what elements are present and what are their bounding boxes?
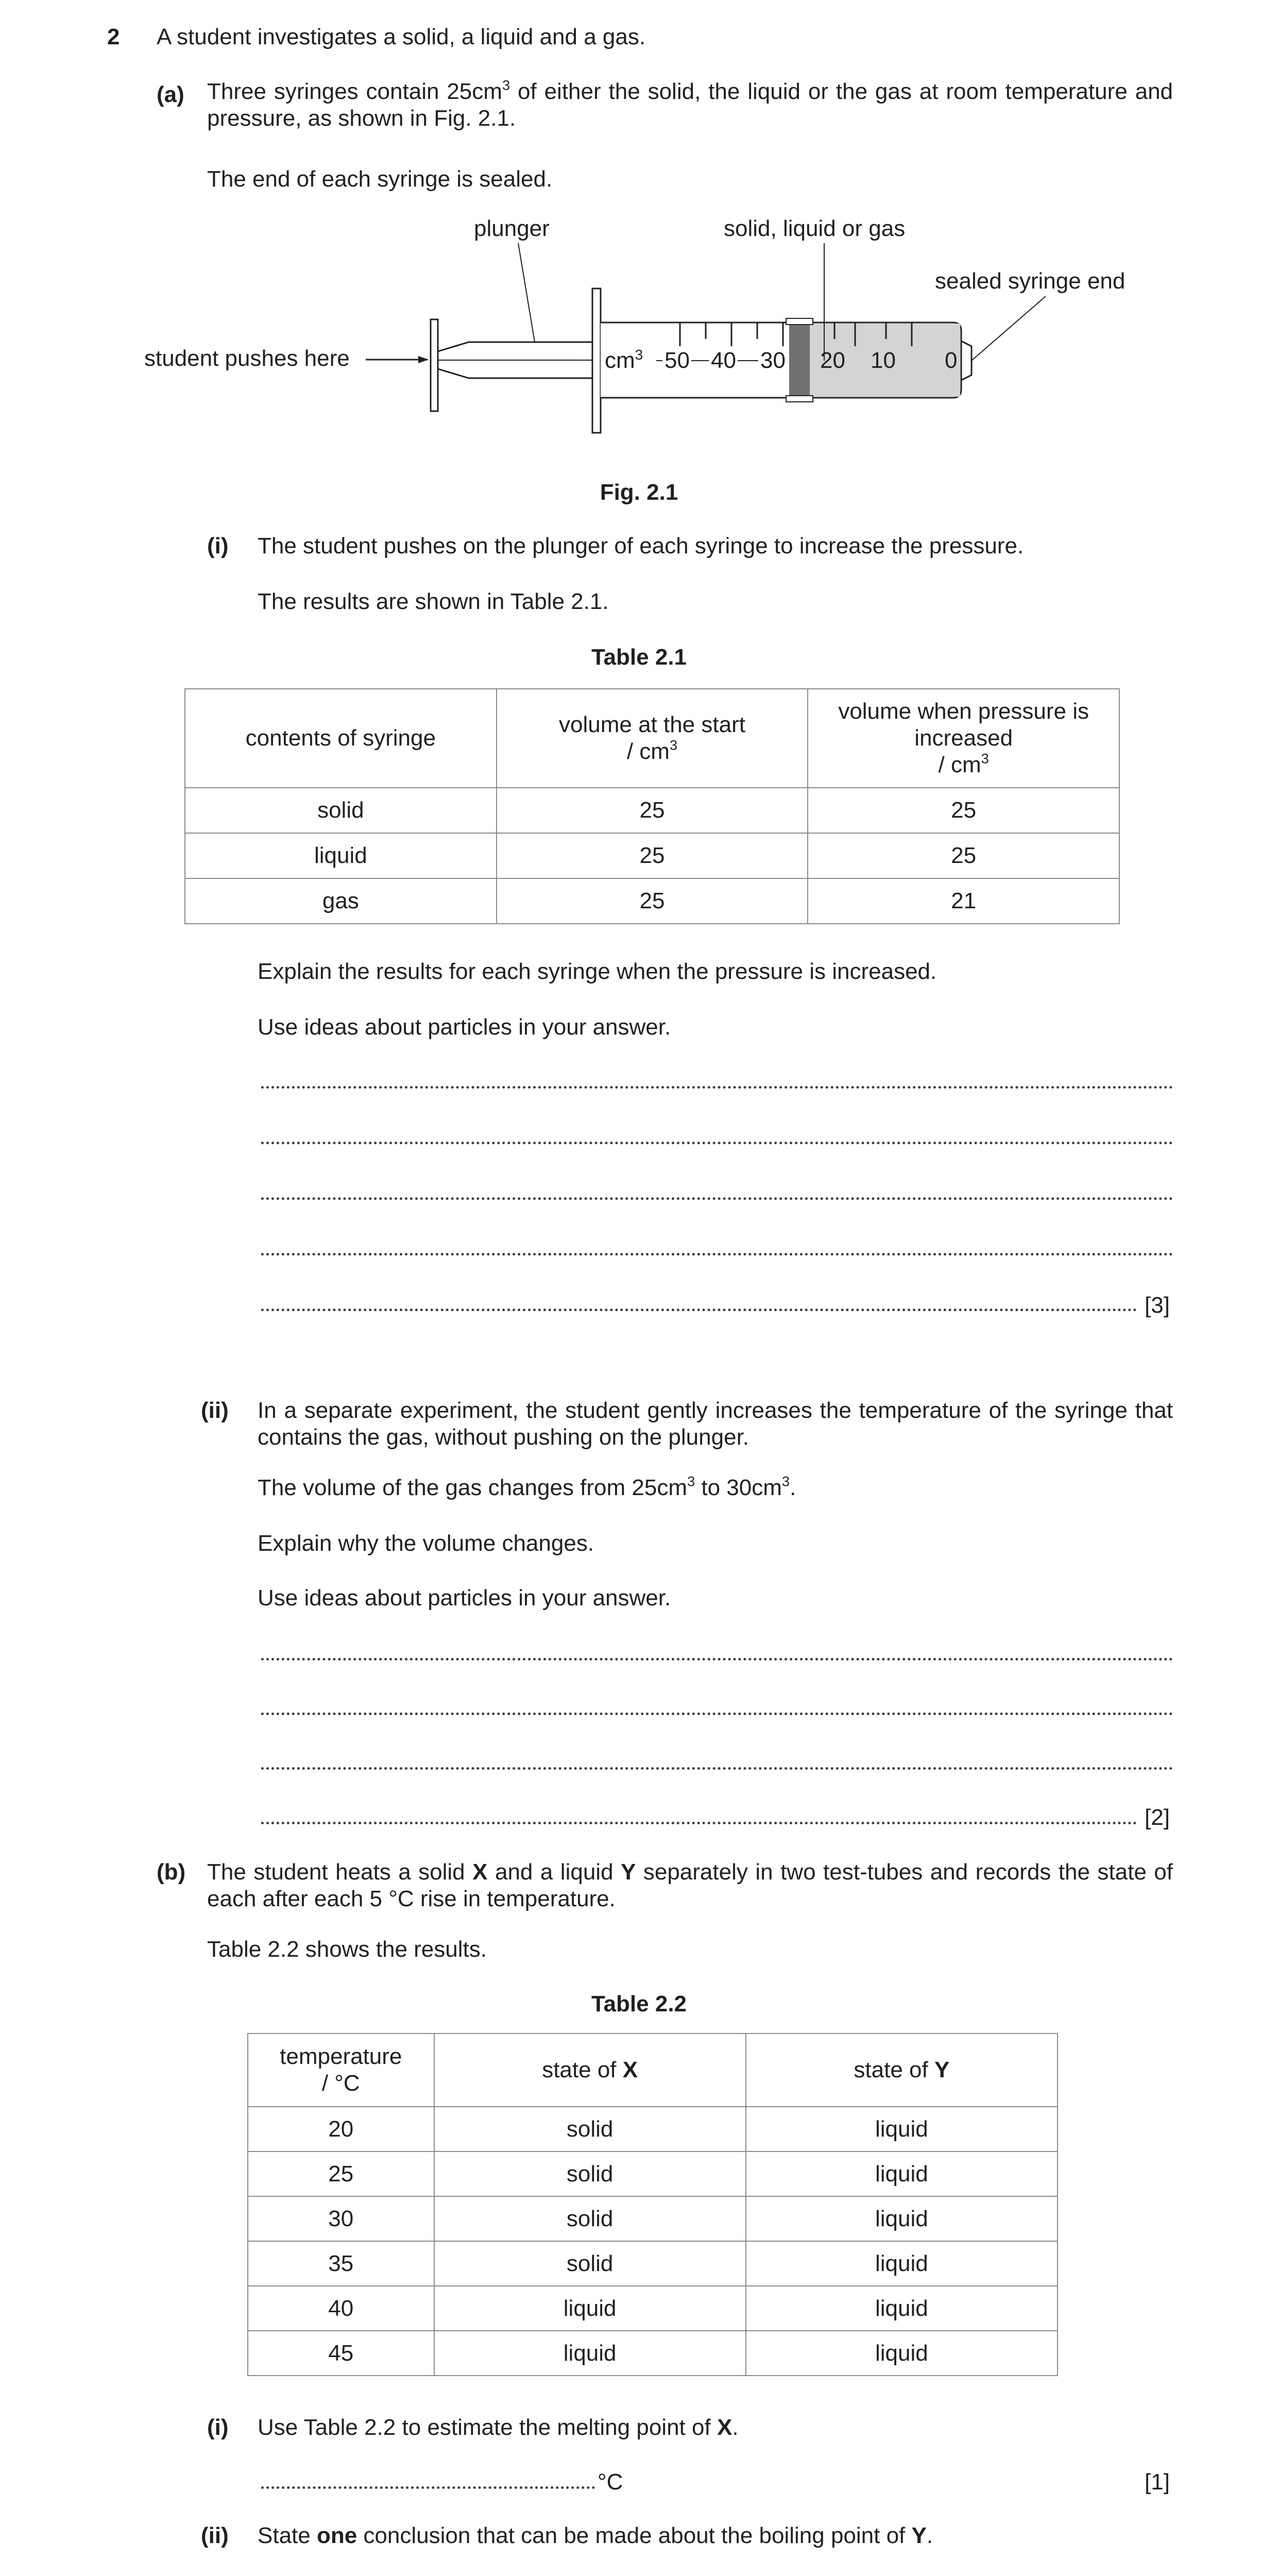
scale-40: 40 [711,348,736,373]
header-state-x: state of X [434,2033,746,2107]
answer-line[interactable] [261,1767,1173,1770]
cell: gas [185,878,497,924]
part-a-ii-prompt-2: Use ideas about particles in your answer. [258,1585,671,1611]
cell: 25 [248,2151,434,2196]
part-a-label: (a) [157,82,184,107]
cell: 25 [497,788,808,833]
cell: liquid [434,2331,746,2376]
part-b-label: (b) [157,1859,186,1885]
part-b-intro: The student heats a solid X and a liquid Y separately in two test-tubes and records the state of each after each 5 °C rise in temperature. [207,1859,1173,1911]
question-stem: A student investigates a solid, a liquid and a gas. [157,24,646,49]
marks-a-i: [3] [1145,1293,1170,1318]
cell: liquid [746,2331,1058,2376]
answer-line[interactable] [261,1253,1173,1256]
cell: liquid [746,2196,1058,2241]
table-row [248,2331,1058,2376]
syringe-diagram [139,211,1144,448]
cell: 30 [248,2196,434,2241]
cell: liquid [746,2107,1058,2151]
figure-caption: Fig. 2.1 [600,480,678,505]
part-a-ii-prompt-1: Explain why the volume changes. [258,1531,594,1556]
cell: liquid [746,2241,1058,2286]
part-b-ii-text: State one conclusion that can be made about the boiling point of Y. [258,2523,933,2548]
label-push: student pushes here [144,346,350,371]
answer-line[interactable] [261,1309,1137,1311]
question-number: 2 [107,24,120,49]
cell: 40 [248,2286,434,2331]
answer-line[interactable] [261,1713,1173,1715]
cell: 25 [808,788,1119,833]
cell: 25 [497,833,808,878]
header-contents: contents of syringe [185,689,497,788]
scale-10: 10 [871,348,896,373]
table-2-2-caption: Table 2.2 [591,1991,687,2016]
cell: 21 [808,878,1119,924]
label-sealed-end: sealed syringe end [935,268,1126,294]
part-a-ii-text-2: The volume of the gas changes from $25cm^3$ to $30cm^3$. [258,1473,796,1500]
part-a-sealed-text: The end of each syringe is sealed. [207,166,553,192]
scale-20: 20 [820,348,845,373]
table-row [248,2151,1058,2196]
table-row [185,833,1119,878]
table-row [248,2286,1058,2331]
melting-point-answer-line[interactable] [261,2486,595,2489]
answer-line[interactable] [261,1086,1173,1089]
header-temperature: temperature / °C [248,2033,434,2107]
header-volume-start: volume at the start / $cm^3$ [497,689,808,788]
cell: solid [434,2107,746,2151]
table-row [248,2107,1058,2151]
table-2-2 [247,2033,1058,2376]
cell: solid [434,2241,746,2286]
table-row [248,2241,1058,2286]
cell: 25 [497,878,808,924]
cell: solid [434,2151,746,2196]
plunger-head [431,319,438,411]
cell: 35 [248,2241,434,2286]
cell: 20 [248,2107,434,2151]
cell: 25 [808,833,1119,878]
cell: solid [434,2196,746,2241]
plunger-seal [789,324,810,397]
syringe-tip [961,341,972,380]
barrel-flange [592,289,601,433]
answer-line[interactable] [261,1658,1173,1660]
part-a-i-prompt-1: Explain the results for each syringe when the pressure is increased. [258,959,937,984]
table-header-row [185,689,1119,788]
part-a-intro: Three syringes contain $25cm^3$ of either the solid, the liquid or the gas at room temperature and pressure, as shown in Fig. 2.1. [207,77,1173,131]
part-a-ii-label: (ii) [201,1398,229,1423]
header-state-y: state of Y [746,2033,1058,2107]
part-b-i-label: (i) [207,2415,229,2440]
label-plunger: plunger [474,216,550,241]
part-b-i-text: Use Table 2.2 to estimate the melting point of X. [258,2415,739,2440]
answer-line[interactable] [261,1197,1173,1200]
part-b-table-ref: Table 2.2 shows the results. [207,1937,487,1962]
scale-unit: $cm^3$ [605,347,643,373]
table-row [248,2196,1058,2241]
part-a-i-label: (i) [207,533,229,558]
cell: liquid [746,2151,1058,2196]
cell: 45 [248,2331,434,2376]
cell: solid [185,788,497,833]
part-a-i-text-1: The student pushes on the plunger of each syringe to increase the pressure. [258,533,1024,558]
part-a-ii-text-1: In a separate experiment, the student gently increases the temperature of the syringe that contains the gas, without pushing on the plunger. [258,1398,1173,1450]
header-volume-increased: volume when pressure is increased / $cm^3$ [808,689,1119,788]
scale-50: 50 [664,348,690,373]
answer-line[interactable] [261,1142,1173,1144]
label-contents: solid, liquid or gas [724,216,906,241]
table-header-row [248,2033,1058,2107]
part-b-ii-label: (ii) [201,2523,229,2548]
scale-30: 30 [760,348,786,373]
part-a-i-prompt-2: Use ideas about particles in your answer. [258,1014,671,1040]
marks-a-ii: [2] [1145,1805,1170,1830]
table-row [185,878,1119,924]
scale-0: 0 [945,348,958,373]
melting-point-unit: °C [598,2469,623,2495]
part-a-i-text-2: The results are shown in Table 2.1. [258,589,609,614]
cell: liquid [746,2286,1058,2331]
table-2-1-caption: Table 2.1 [591,645,687,670]
marks-b-i: [1] [1145,2469,1170,2495]
table-row [185,788,1119,833]
answer-line[interactable] [261,1822,1137,1824]
table-2-1 [184,688,1120,924]
cell: liquid [434,2286,746,2331]
cell: liquid [185,833,497,878]
